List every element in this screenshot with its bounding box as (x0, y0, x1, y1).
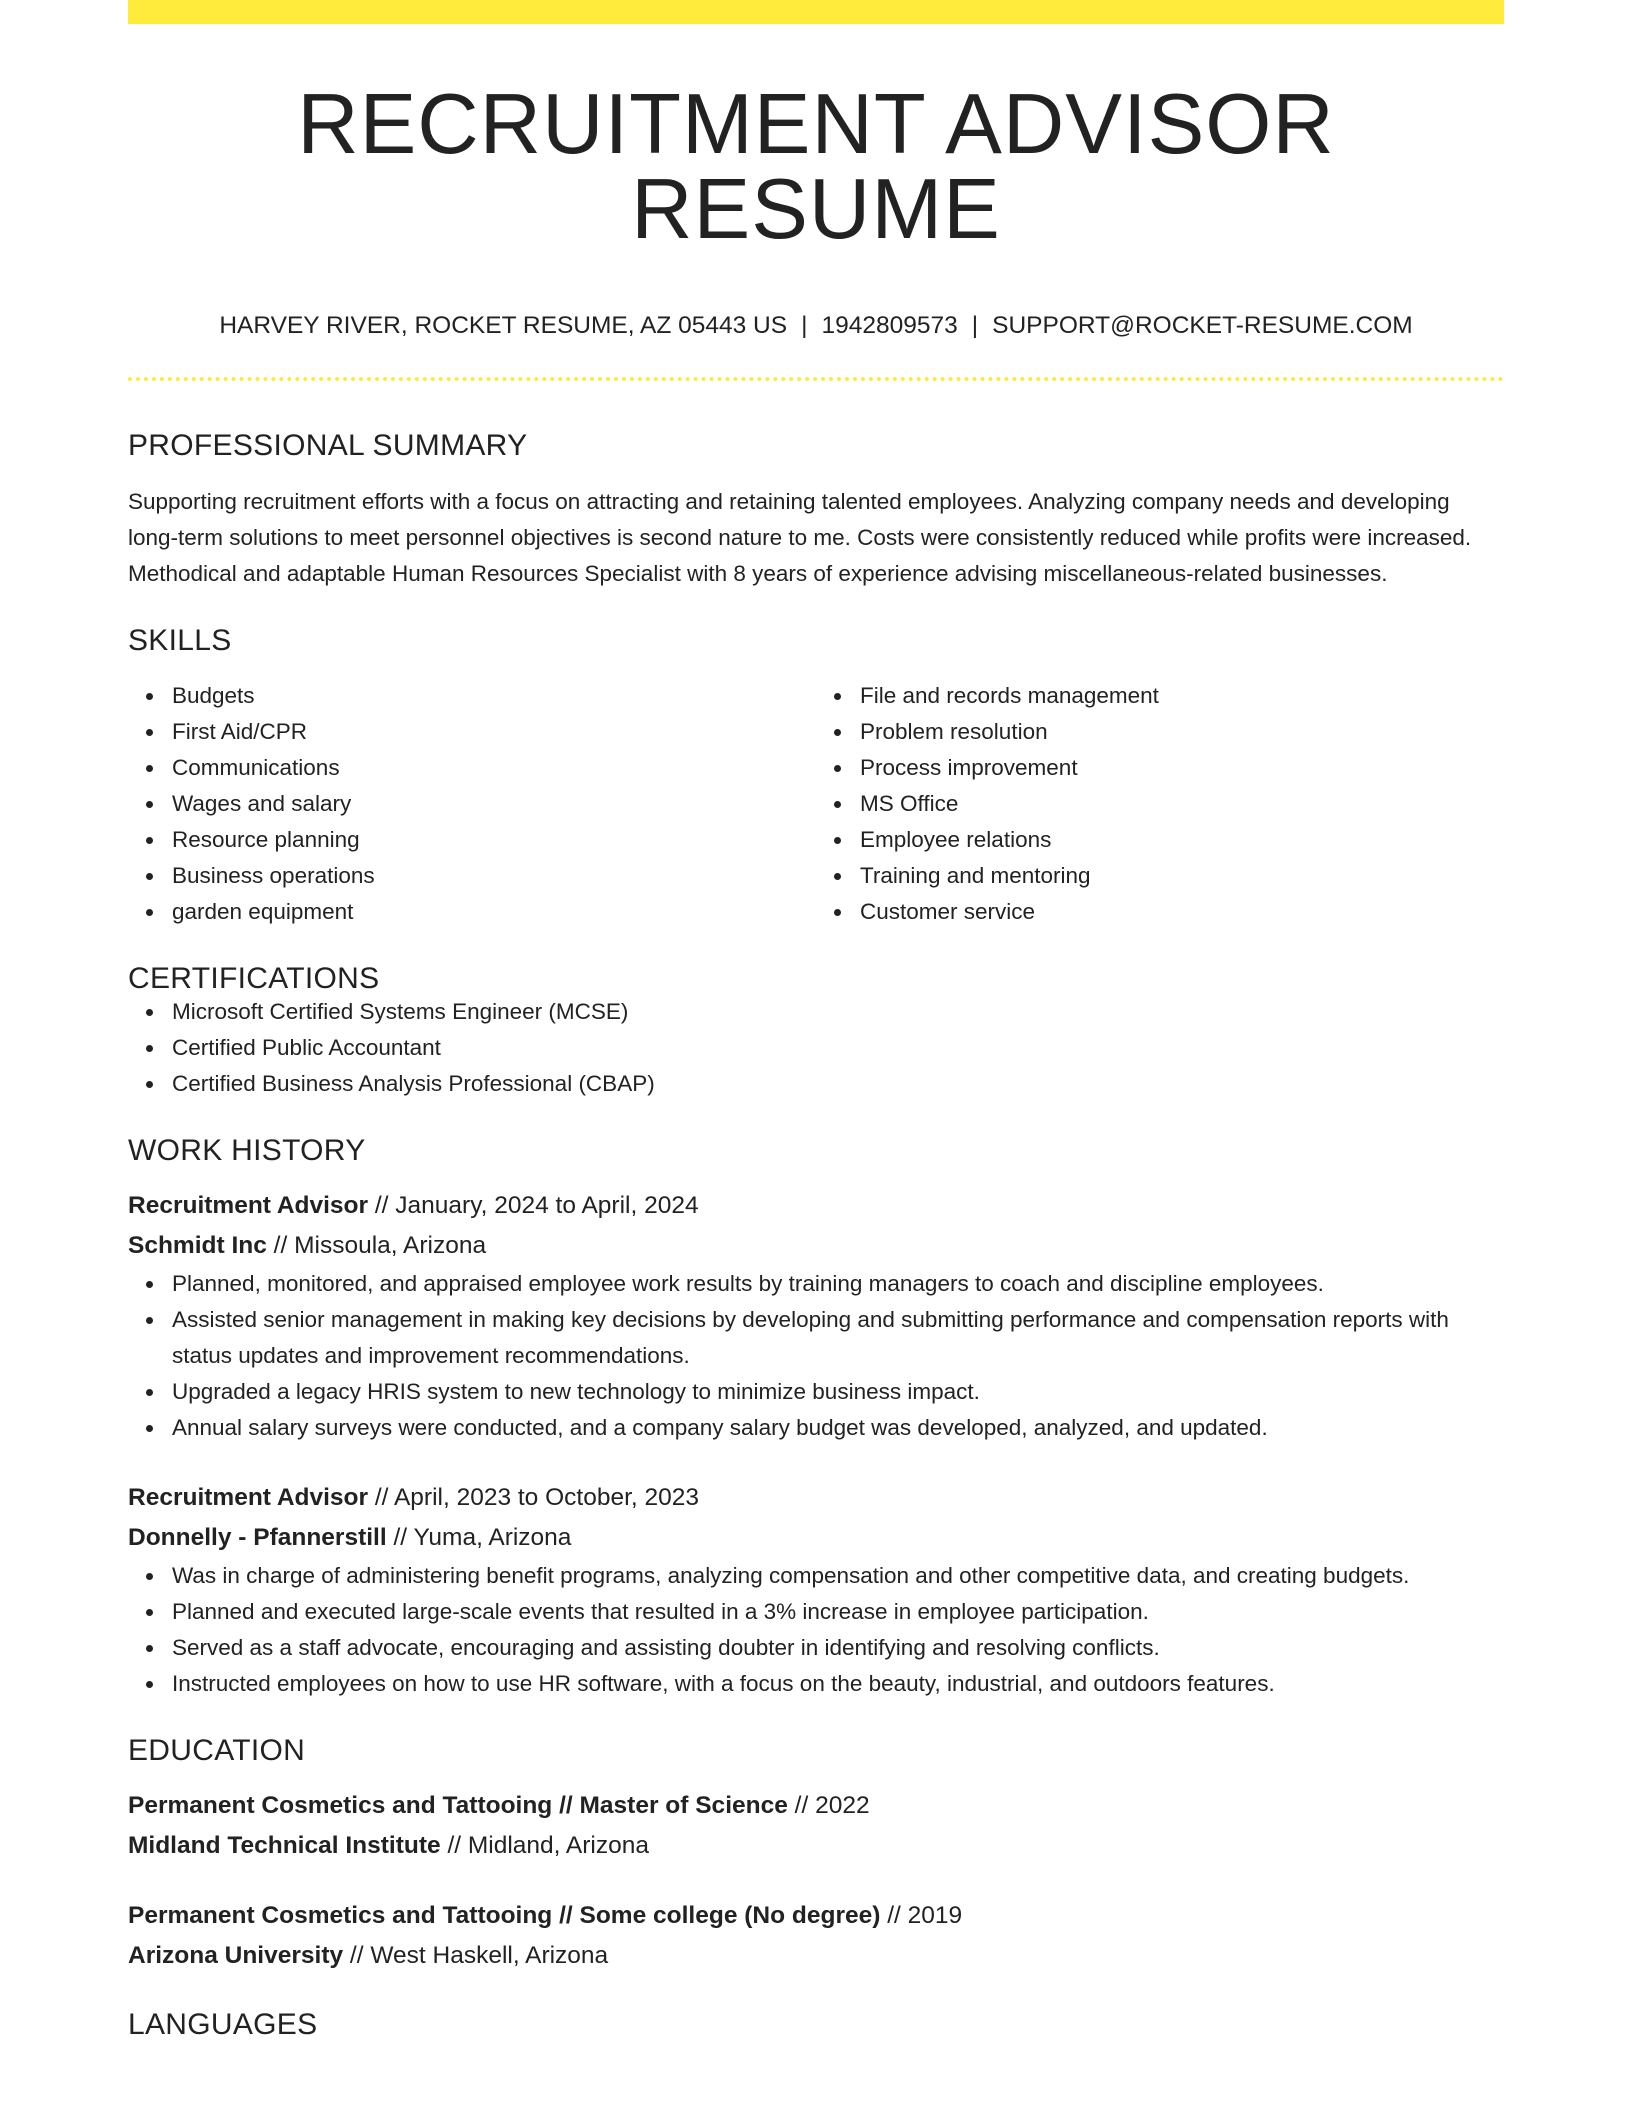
job-location: // Missoula, Arizona (266, 1231, 487, 1259)
job-company: Donnelly - Pfannerstill (128, 1523, 387, 1551)
skill-item: Resource planning (172, 822, 816, 858)
education-school-line (128, 1936, 1504, 1976)
summary-text: Supporting recruitment efforts with a focus on attracting and retaining talented employees. Analyzing company needs and developing long-term solutions to meet personnel objectives is second nature to me. Costs were consistently reduced while profits were increased. Methodical and adaptable Human Resources Specialist with 8 years of experience advising miscellaneous-related businesses. (128, 488, 1472, 586)
resume-page (128, 0, 1504, 2040)
education-degree: Permanent Cosmetics and Tattooing // Some college (No degree) (128, 1901, 881, 1929)
skill-item: Business operations (172, 858, 816, 894)
job-duties-list (128, 1558, 1504, 1702)
job-location: // Yuma, Arizona (386, 1523, 572, 1551)
education-school-line (128, 1826, 1504, 1866)
job-entry (128, 1186, 1504, 1446)
job-duty-item: Instructed employees on how to use HR software, with a focus on the beauty, industrial, and outdoors features. (172, 1666, 1504, 1702)
certifications-list (128, 994, 1504, 1102)
job-duty-item: Upgraded a legacy HRIS system to new technology to minimize business impact. (172, 1374, 1504, 1410)
skill-item: Wages and salary (172, 786, 816, 822)
education-entry (128, 1896, 1504, 1976)
job-entry (128, 1478, 1504, 1702)
skill-item: MS Office (860, 786, 1504, 822)
skills-column-left (128, 678, 816, 930)
skill-item: Training and mentoring (860, 858, 1504, 894)
education-entry (128, 1786, 1504, 1866)
education-school: Midland Technical Institute (128, 1831, 441, 1859)
job-duty-item: Was in charge of administering benefit programs, analyzing compensation and other competitive data, and creating budgets. (172, 1558, 1504, 1594)
job-duty-item: Planned, monitored, and appraised employee work results by training managers to coach and discipline employees. (172, 1266, 1504, 1302)
education-degree: Permanent Cosmetics and Tattooing // Master of Science (128, 1791, 788, 1819)
job-duties-list (128, 1266, 1504, 1446)
contact-line (128, 314, 1504, 339)
work-history-heading: WORK HISTORY (128, 1133, 366, 1167)
skill-item: Problem resolution (860, 714, 1504, 750)
skill-item: File and records management (860, 678, 1504, 714)
education-degree-line (128, 1896, 1504, 1936)
languages-heading: LANGUAGES (128, 2007, 318, 2041)
summary-heading: PROFESSIONAL SUMMARY (128, 428, 528, 462)
skill-item: Budgets (172, 678, 816, 714)
certification-item: Microsoft Certified Systems Engineer (MCSE) (172, 994, 1504, 1030)
accent-top-bar (128, 0, 1504, 24)
skills-heading: SKILLS (128, 623, 232, 657)
education-degree-line (128, 1786, 1504, 1826)
job-dates: // April, 2023 to October, 2023 (368, 1483, 700, 1511)
skill-item: Employee relations (860, 822, 1504, 858)
education-year: // 2022 (787, 1791, 870, 1819)
certification-item: Certified Public Accountant (172, 1030, 1504, 1066)
skill-item: Customer service (860, 894, 1504, 930)
job-company: Schmidt Inc (128, 1231, 267, 1259)
certifications-heading: CERTIFICATIONS (128, 961, 380, 995)
skill-item: Process improvement (860, 750, 1504, 786)
education-heading: EDUCATION (128, 1733, 306, 1767)
contact-address: HARVEY RIVER, ROCKET RESUME, AZ 05443 US (219, 312, 788, 339)
skills-grid (128, 678, 1504, 930)
skills-column-right (816, 678, 1504, 930)
education-location: // Midland, Arizona (440, 1831, 649, 1859)
dotted-divider (128, 377, 1504, 381)
skill-item: First Aid/CPR (172, 714, 816, 750)
job-duty-item: Annual salary surveys were conducted, and a company salary budget was developed, analyzed, and updated. (172, 1410, 1504, 1446)
job-duty-item: Served as a staff advocate, encouraging and assisting doubter in identifying and resolving conflicts. (172, 1630, 1504, 1666)
job-duty-item: Planned and executed large-scale events that resulted in a 3% increase in employee participation. (172, 1594, 1504, 1630)
job-dates: // January, 2024 to April, 2024 (368, 1191, 699, 1219)
job-company-line (128, 1518, 1504, 1558)
contact-separator: | (971, 312, 979, 339)
job-role: Recruitment Advisor (128, 1483, 369, 1511)
education-location: // West Haskell, Arizona (343, 1941, 609, 1969)
certification-item: Certified Business Analysis Professional (CBAP) (172, 1066, 1504, 1102)
contact-email[interactable]: SUPPORT@ROCKET-RESUME.COM (992, 312, 1413, 339)
job-role: Recruitment Advisor (128, 1191, 369, 1219)
job-company-line (128, 1226, 1504, 1266)
education-year: // 2019 (880, 1901, 963, 1929)
resume-title: RECRUITMENT ADVISOR RESUME (297, 77, 1335, 257)
skill-item: garden equipment (172, 894, 816, 930)
job-duty-item: Assisted senior management in making key decisions by developing and submitting performance and compensation reports with status updates and improvement recommendations. (172, 1302, 1504, 1374)
skill-item: Communications (172, 750, 816, 786)
job-role-line (128, 1186, 1504, 1226)
contact-separator: | (801, 312, 808, 339)
education-school: Arizona University (128, 1941, 344, 1969)
job-role-line (128, 1478, 1504, 1518)
contact-phone: 1942809573 (821, 312, 958, 339)
